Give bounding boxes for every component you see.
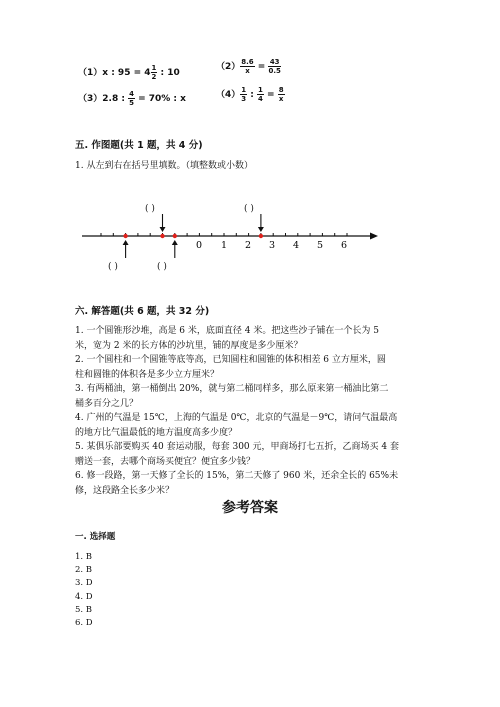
question-line: 4. 广州的气温是 15℃，上海的气温是 0℃，北京的气温是－9℃，请问气温最高 bbox=[75, 413, 398, 423]
question-line: 6. 修一段路，第一天修了全长的 15%，第二天修了 960 米，还余全长的 65%未 bbox=[75, 471, 399, 481]
question-line: 的地方比气温最低的地方温度高多少度？ bbox=[75, 427, 238, 438]
tick-label-4: 4 bbox=[292, 240, 300, 251]
point-marker-b bbox=[160, 234, 164, 238]
blank-paren-top-1[interactable]: ( ) bbox=[145, 204, 155, 214]
number-line-svg bbox=[70, 196, 390, 276]
point-marker-c bbox=[173, 234, 177, 238]
number-line-ticks bbox=[101, 233, 347, 236]
equation-3: （3）2.8 : $\frac{4}{5}$ = 70% : x bbox=[78, 90, 186, 107]
answer-item: 2. B bbox=[75, 565, 93, 576]
question-line: 3. 有两桶油，第一桶倒出 20%，就与第二桶同样多，那么原来第一桶油比第二 bbox=[75, 384, 389, 394]
point-marker-a bbox=[123, 234, 127, 238]
section-6-questions bbox=[75, 324, 455, 498]
tick-label-0: 0 bbox=[195, 240, 203, 251]
question-line: 5. 某俱乐部要购买 40 套运动服，每套 300 元，甲商场打七五折，乙商场买 4 套 bbox=[75, 442, 399, 452]
arrow-down-1-head bbox=[160, 227, 166, 232]
question-line: 2. 一个圆柱和一个圆锥等底等高，已知圆柱和圆锥的体积相差 6 立方厘米，圆 bbox=[75, 355, 386, 365]
tick-label-6: 6 bbox=[340, 240, 348, 251]
tick-label-1: 1 bbox=[220, 240, 228, 251]
arrow-up-1-head bbox=[123, 240, 129, 245]
answer-item: 3. D bbox=[75, 578, 93, 589]
arrow-up-2-head bbox=[172, 240, 178, 245]
blank-paren-bottom-1[interactable]: ( ) bbox=[108, 262, 118, 272]
question-line: 赠送一套，去哪个商场买便宜？便宜多少钱？ bbox=[75, 456, 256, 467]
answer-item: 5. B bbox=[75, 604, 93, 615]
answer-list bbox=[75, 551, 93, 630]
equation-2: （2） $\frac{8.6}{x}$ = $\frac{43}{0.5}$ bbox=[216, 58, 281, 75]
equation-4: （4） $\frac{1}{3}$ : $\frac{1}{4}$ = $\frac{8}{x}$ bbox=[216, 86, 284, 103]
answer-item: 4. D bbox=[75, 591, 93, 602]
tick-label-5: 5 bbox=[316, 240, 324, 251]
blank-paren-bottom-2[interactable]: ( ) bbox=[157, 262, 167, 272]
question-line: 桶多百分之几？ bbox=[75, 398, 139, 409]
arrow-down-2-head bbox=[258, 227, 264, 232]
answer-item: 1. B bbox=[75, 552, 93, 562]
point-marker-d bbox=[259, 234, 263, 238]
blank-paren-top-2[interactable]: ( ) bbox=[244, 204, 254, 214]
answer-section-heading: 一. 选择题 bbox=[75, 532, 116, 542]
question-line: 柱和圆锥的体积各是多少立方厘米？ bbox=[75, 369, 220, 380]
tick-label-3: 3 bbox=[268, 240, 276, 251]
section-6-heading: 六. 解答题(共 6 题，共 32 分) bbox=[75, 306, 210, 317]
question-line: 米，宽为 2 米的长方体的沙坑里，铺的厚度是多少厘米？ bbox=[75, 340, 303, 351]
section-5-question-1: 1. 从左到右在括号里填数。（填整数或小数） bbox=[75, 161, 253, 171]
answer-key-title: 参考答案 bbox=[222, 500, 278, 516]
number-line-arrowhead bbox=[370, 233, 378, 240]
question-line: 1. 一个圆锥形沙堆，高是 6 米，底面直径 4 米。把这些沙子铺在一个长为 5 bbox=[75, 326, 379, 336]
answer-item: 6. D bbox=[75, 618, 93, 629]
tick-label-2: 2 bbox=[244, 240, 252, 251]
section-5-heading: 五. 作图题(共 1 题，共 4 分) bbox=[75, 140, 203, 151]
equation-1: （1）x : 95 = 4 $\frac{1}{2}$ : 10 bbox=[78, 64, 180, 81]
number-line-figure bbox=[70, 196, 390, 276]
question-line: 修，这段路全长多少米？ bbox=[75, 485, 175, 496]
